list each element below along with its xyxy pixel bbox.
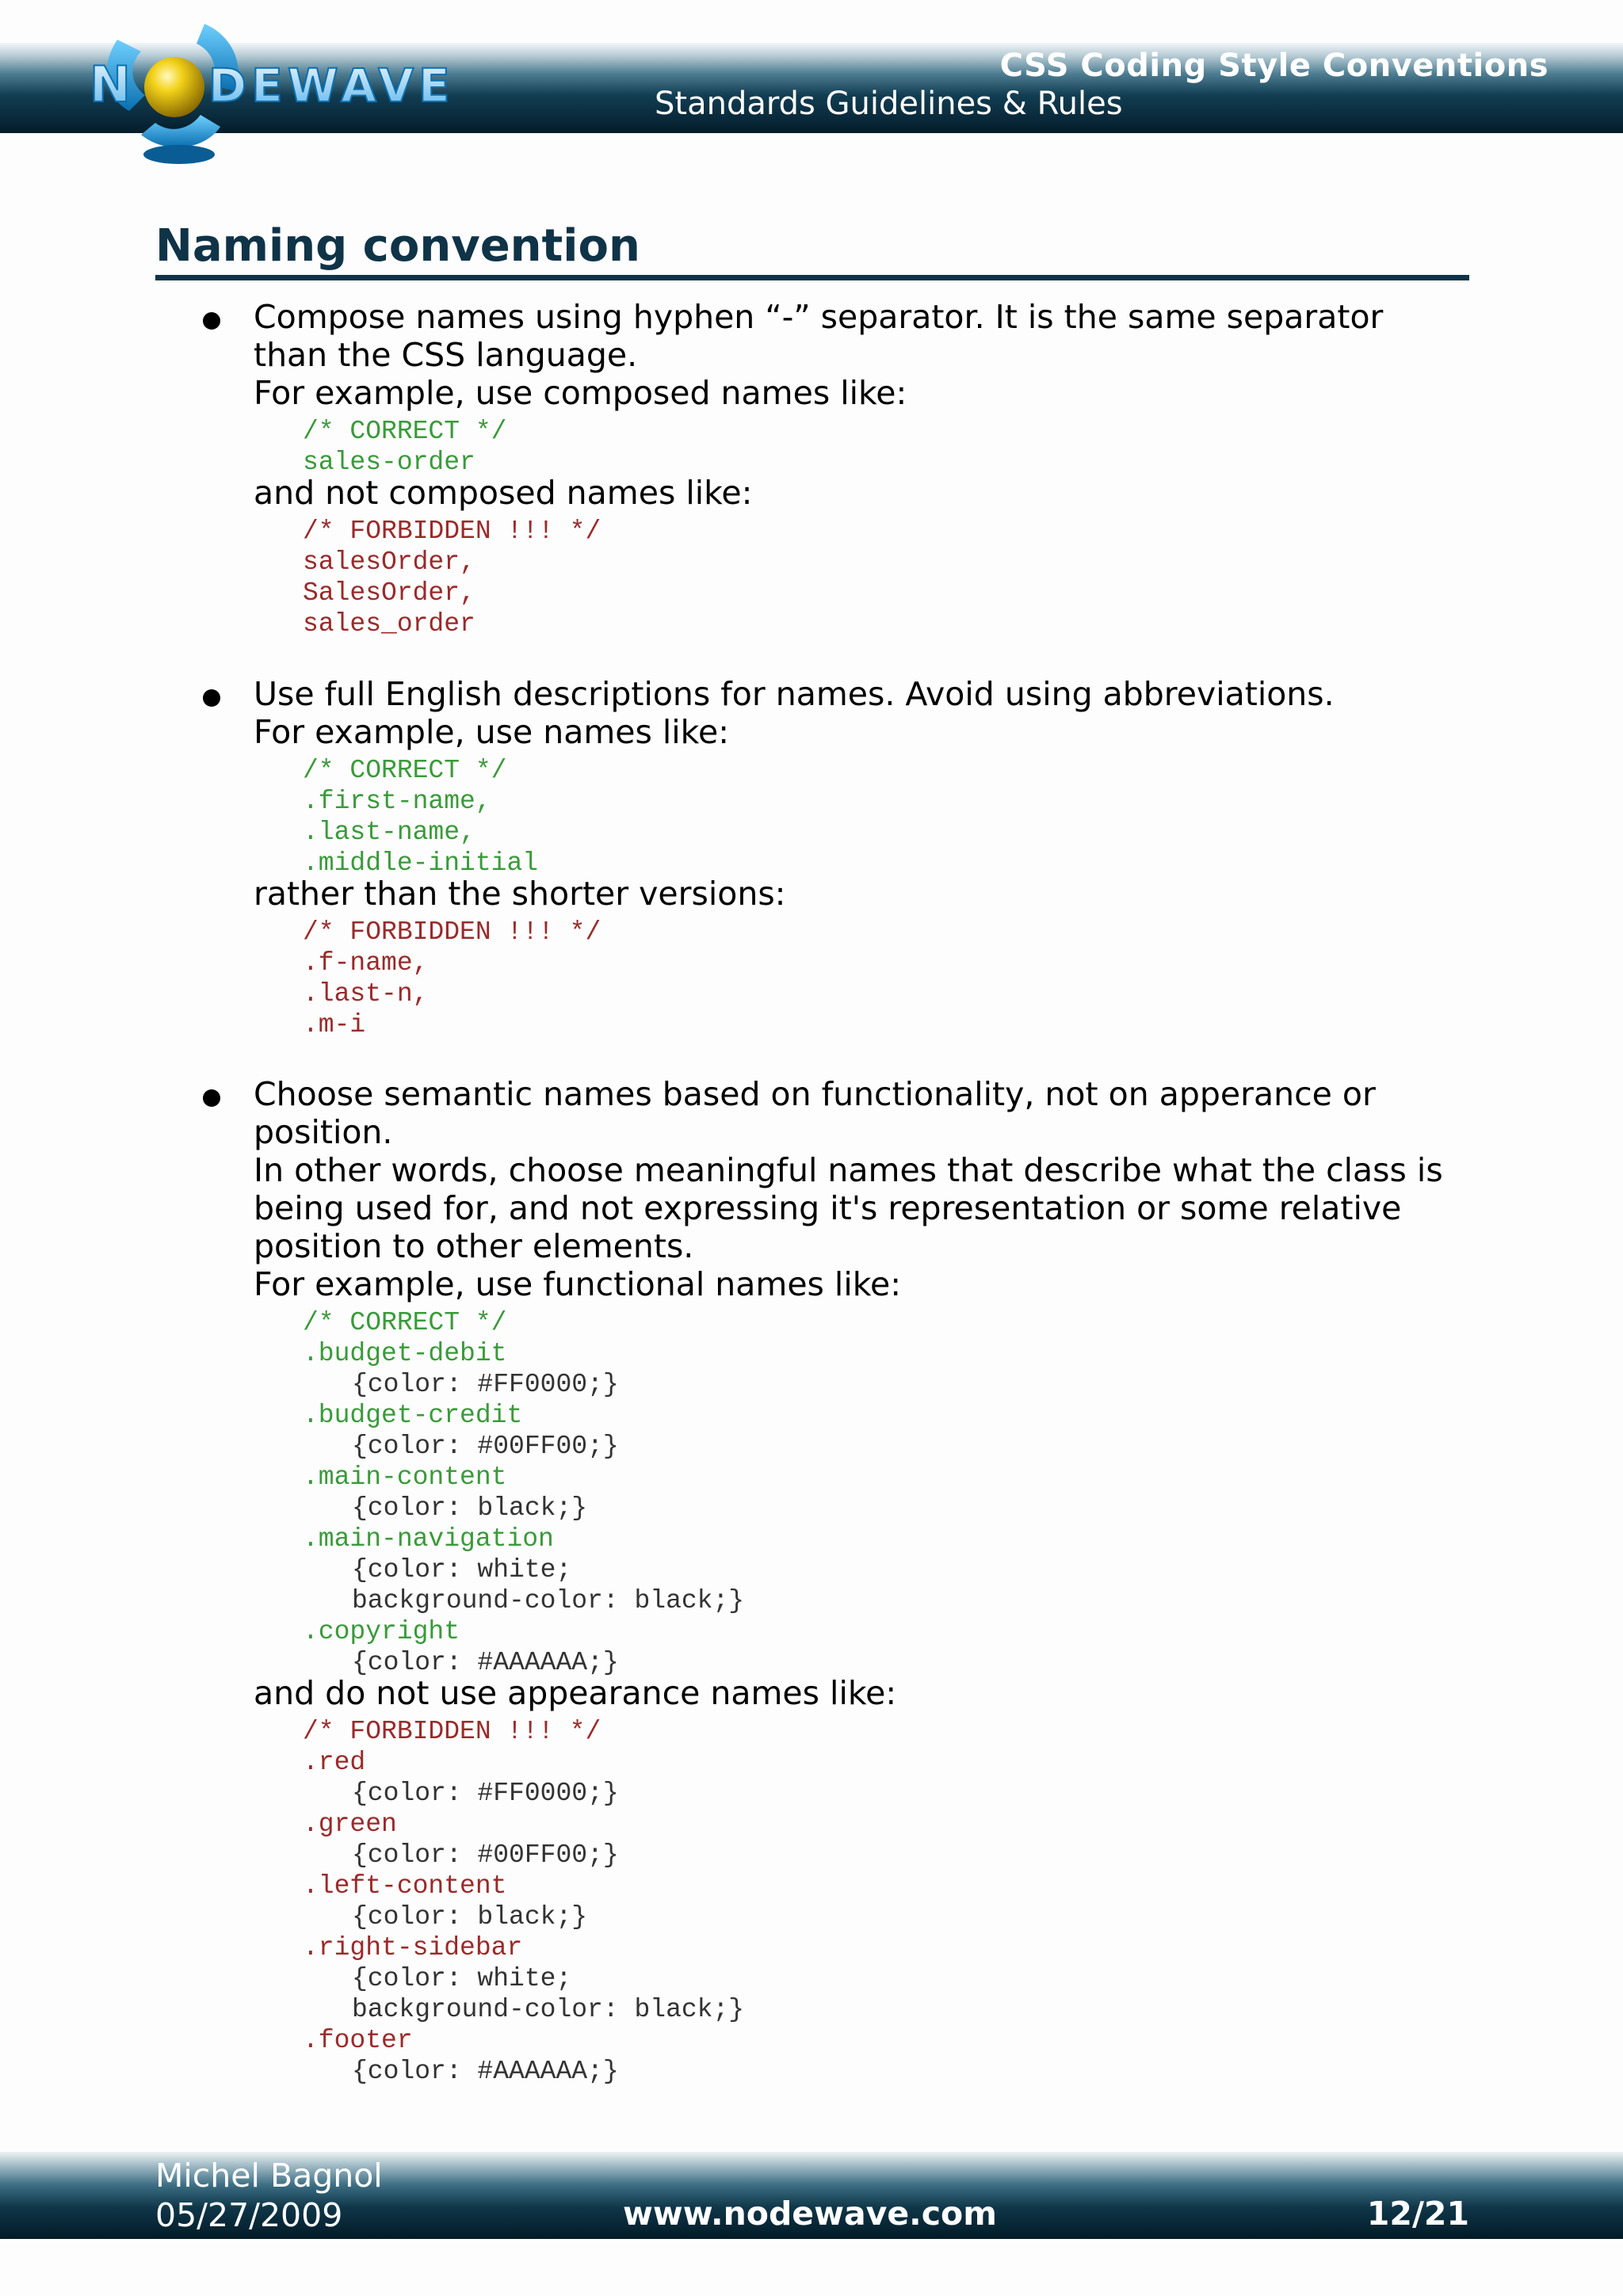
correct-code-line: .copyright <box>303 1617 460 1646</box>
correct-code-line: /* CORRECT */ <box>303 1308 507 1337</box>
forbidden-code-line: .green <box>303 1810 397 1839</box>
forbidden-code-line: /* FORBIDDEN !!! */ <box>303 917 601 947</box>
correct-code-line: .first-name, <box>303 787 491 816</box>
forbidden-code-line: salesOrder, <box>303 547 475 577</box>
forbidden-code-line: .m-i <box>303 1010 366 1039</box>
code-line: {color: #00FF00;} <box>352 1432 619 1461</box>
paragraph-line: For example, use names like: <box>254 713 730 751</box>
forbidden-code-line: /* FORBIDDEN !!! */ <box>303 1717 601 1746</box>
forbidden-code-line: SalesOrder, <box>303 578 475 608</box>
footer-date: 05/27/2009 <box>155 2196 343 2234</box>
page-number: 12/21 <box>1366 2195 1469 2233</box>
code-line: background-color: black;} <box>352 1995 745 2024</box>
svg-text:N: N <box>90 55 131 113</box>
code-line: {color: black;} <box>352 1493 588 1523</box>
paragraph-line: and do not use appearance names like: <box>254 1674 897 1712</box>
footer-website: www.nodewave.com <box>623 2195 997 2233</box>
svg-text:DEWAVE: DEWAVE <box>208 59 455 113</box>
bullet-point <box>203 1089 220 1107</box>
paragraph-line: than the CSS language. <box>254 336 638 374</box>
document-subtitle: Standards Guidelines & Rules <box>655 86 1123 122</box>
correct-code-line: /* CORRECT */ <box>303 756 507 785</box>
forbidden-code-line: .f-name, <box>303 948 429 978</box>
bullet-point <box>203 312 220 330</box>
paragraph-line: For example, use composed names like: <box>254 374 907 412</box>
correct-code-line: .budget-debit <box>303 1339 507 1368</box>
code-line: {color: #AAAAAA;} <box>352 1648 619 1677</box>
paragraph-line: position to other elements. <box>254 1227 694 1265</box>
code-line: {color: #FF0000;} <box>352 1779 619 1808</box>
document-title: CSS Coding Style Conventions <box>999 48 1549 84</box>
paragraph-line: position. <box>254 1113 393 1151</box>
correct-code-line: sales-order <box>303 448 475 477</box>
correct-code-line: /* CORRECT */ <box>303 417 507 446</box>
paragraph-line: Use full English descriptions for names. Avoid using abbreviations. <box>254 675 1335 713</box>
paragraph-line: Compose names using hyphen “-” separator. It is the same separator <box>254 298 1384 336</box>
forbidden-code-line: /* FORBIDDEN !!! */ <box>303 517 601 546</box>
section-divider <box>155 275 1469 280</box>
nodewave-logo <box>86 16 537 166</box>
correct-code-line: .main-content <box>303 1463 507 1492</box>
footer-author: Michel Bagnol <box>155 2157 383 2195</box>
forbidden-code-line: .red <box>303 1748 366 1777</box>
paragraph-line: Choose semantic names based on functionality, not on apperance or <box>254 1075 1376 1113</box>
paragraph-line: rather than the shorter versions: <box>254 875 786 913</box>
correct-code-line: .budget-credit <box>303 1401 523 1430</box>
code-line: {color: white; <box>352 1555 572 1585</box>
correct-code-line: .last-name, <box>303 818 475 847</box>
code-line: background-color: black;} <box>352 1586 745 1615</box>
paragraph-line: being used for, and not expressing it's representation or some relative <box>254 1189 1402 1227</box>
code-line: {color: white; <box>352 1964 572 1993</box>
forbidden-code-line: sales_order <box>303 609 475 639</box>
forbidden-code-line: .right-sidebar <box>303 1933 523 1962</box>
bullet-point <box>203 689 220 707</box>
paragraph-line: For example, use functional names like: <box>254 1265 902 1303</box>
section-title: Naming convention <box>155 220 640 272</box>
correct-code-line: .middle-initial <box>303 849 539 878</box>
forbidden-code-line: .left-content <box>303 1871 507 1901</box>
code-line: {color: #00FF00;} <box>352 1840 619 1870</box>
paragraph-line: and not composed names like: <box>254 474 753 512</box>
code-line: {color: #AAAAAA;} <box>352 2057 619 2086</box>
correct-code-line: .main-navigation <box>303 1524 554 1554</box>
forbidden-code-line: .footer <box>303 2026 413 2055</box>
paragraph-line: In other words, choose meaningful names that describe what the class is <box>254 1151 1443 1189</box>
code-line: {color: #FF0000;} <box>352 1370 619 1399</box>
code-line: {color: black;} <box>352 1902 588 1932</box>
forbidden-code-line: .last-n, <box>303 979 429 1009</box>
